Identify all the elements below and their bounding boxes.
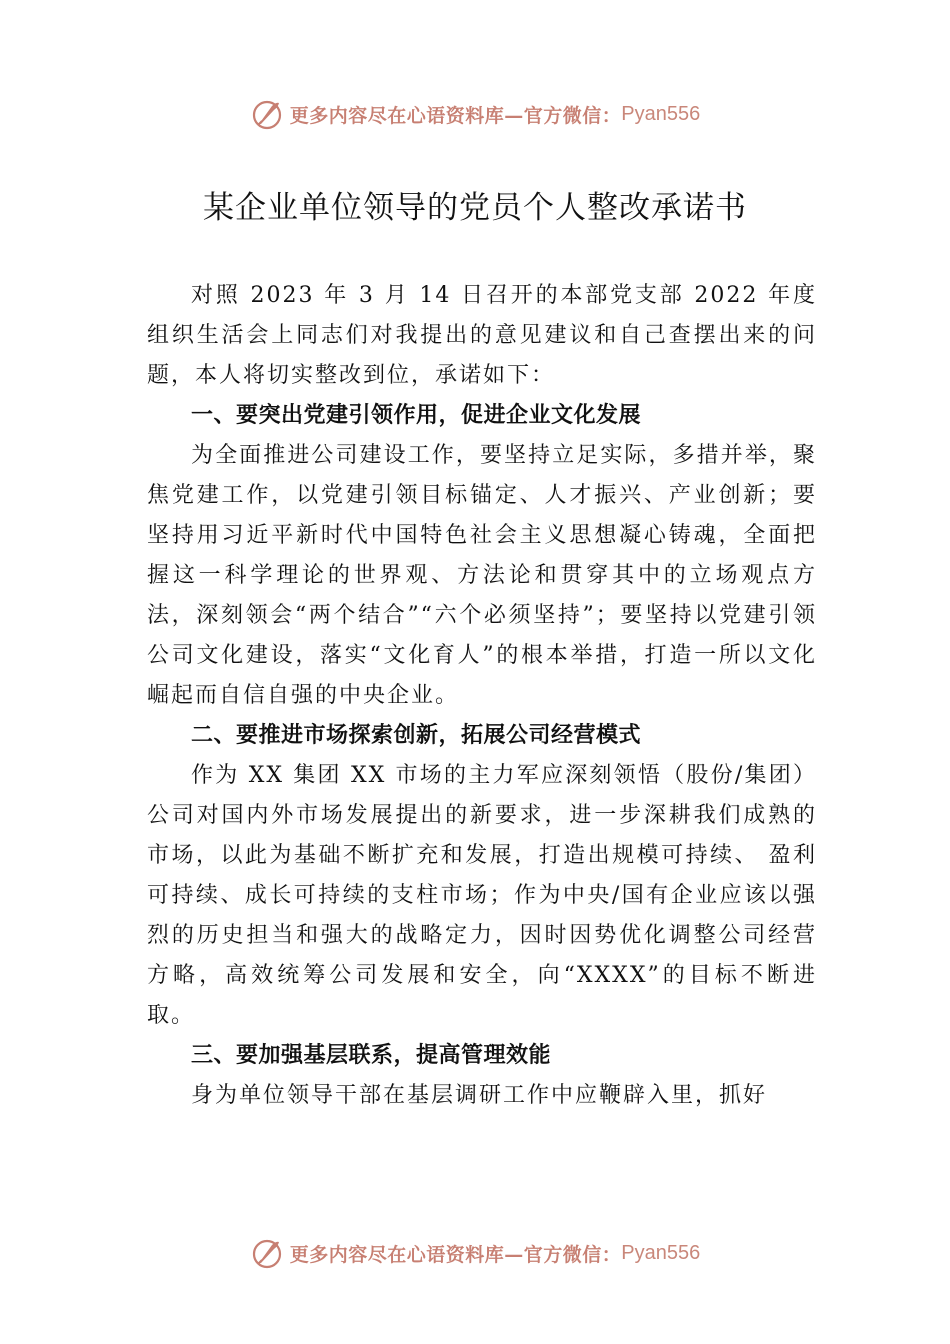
section-paragraph-2: 作为 XX 集团 XX 市场的主力军应深刻领悟（股份/集团） 公司对国内外市场发展提出的新要求，进一步深耕我们成熟的市场，以此为基础不断扩充和发展，打造出规模可持续、 盈利可持续、成长可持续的支柱市场；作为中央/国有企业应该以强烈的历史担当和强大的战略定力，因时因势优化调整公司经营方略，高效统筹公司发展和安全，向“XXXX”的目标不断进取。 xyxy=(147,763,817,1028)
watermark-account: Pyan556 xyxy=(621,1241,701,1264)
section-paragraph-3: 身为单位领导干部在基层调研工作中应鞭辟入里，抓好 xyxy=(191,1083,768,1108)
document-body xyxy=(147,276,817,1116)
section-heading-1: 一、要突出党建引领作用，促进企业文化发展 xyxy=(191,403,642,428)
quill-pen-icon xyxy=(250,97,284,131)
quill-pen-icon xyxy=(250,1236,284,1270)
section-heading-3: 三、要加强基层联系，提高管理效能 xyxy=(191,1043,552,1068)
watermark-text: 更多内容尽在心语资料库—官方微信： xyxy=(289,1243,622,1266)
section-paragraph-1: 为全面推进公司建设工作，要坚持立足实际，多措并举，聚焦党建工作，以党建引领目标锚定、人才振兴、产业创新；要坚持用习近平新时代中国特色社会主义思想凝心铸魂，全面把握这一科学理论的世界观、方法论和贯穿其中的立场观点方法，深刻领会“两个结合”“六个必须坚持”；要坚持以党建引领公司文化建设，落实“文化育人”的根本举措，打造一所以文化崛起而自信自强的中央企业。 xyxy=(147,443,817,708)
section-heading-2: 二、要推进市场探索创新，拓展公司经营模式 xyxy=(191,723,642,748)
intro-paragraph: 对照 2023 年 3 月 14 日召开的本部党支部 2022 年度组织生活会上同志们对我提出的意见建议和自己查摆出来的问题，本人将切实整改到位，承诺如下： xyxy=(147,283,817,388)
watermark-account: Pyan556 xyxy=(621,102,701,125)
watermark-text: 更多内容尽在心语资料库—官方微信： xyxy=(289,104,622,127)
watermark-footer xyxy=(0,1231,950,1275)
watermark-header xyxy=(0,92,950,136)
document-title: 某企业单位领导的党员个人整改承诺书 xyxy=(203,190,747,226)
